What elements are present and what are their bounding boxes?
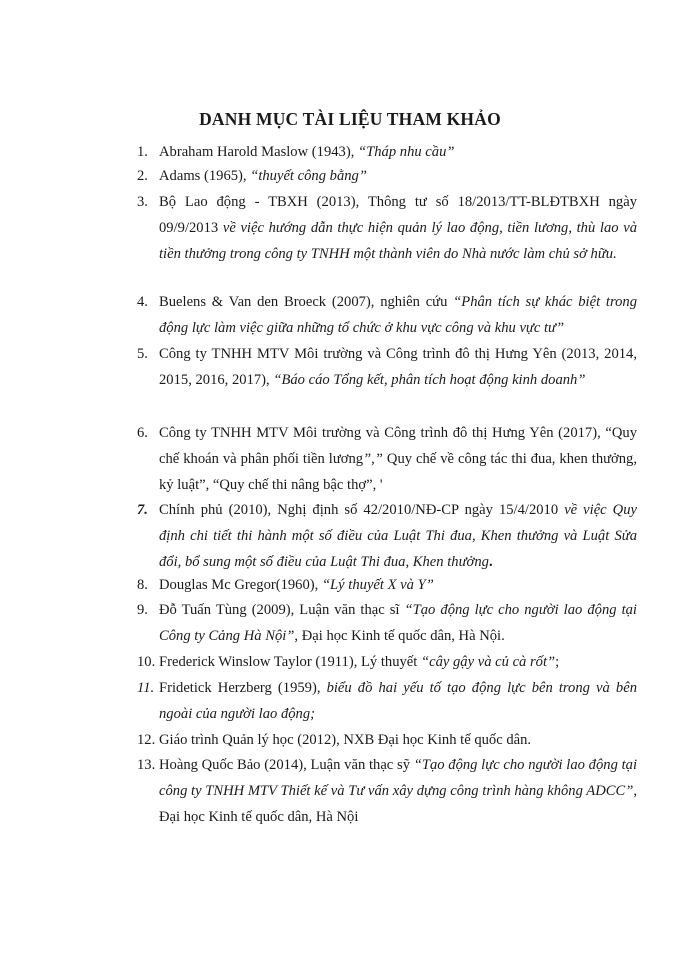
reference-number: 5. — [137, 346, 148, 362]
reference-number: 1. — [137, 144, 148, 160]
reference-text: Công ty TNHH MTV Môi trường và Công trình đô thị Hưng Yên (2017), “Quy chế khoán và phân phối tiền lương”,” Quy chế về công tác thi đua, khen thưởng, kỷ luật”, “Quy chế thi nâng bậc thợ”, ' — [159, 425, 637, 493]
reference-text: Abraham Harold Maslow (1943), “Tháp nhu cầu” — [159, 144, 455, 160]
reference-item-5 — [137, 341, 637, 393]
reference-number: 13. — [137, 757, 156, 773]
reference-item-1 — [137, 139, 637, 165]
reference-item-4 — [137, 289, 637, 341]
reference-item-8 — [137, 572, 637, 598]
reference-item-10 — [137, 649, 637, 675]
reference-item-12 — [137, 727, 637, 753]
reference-text: Hoàng Quốc Bảo (2014), Luận văn thạc sỹ “Tạo động lực cho người lao động tại công ty TNHH MTV Thiết kế và Tư vấn xây dựng công trình hàng không ADCC”, Đại học Kinh tế quốc dân, Hà Nội — [159, 757, 637, 825]
reference-text: Adams (1965), “thuyết công bằng” — [159, 168, 367, 184]
reference-number: 6. — [137, 425, 148, 441]
reference-item-6 — [137, 420, 637, 498]
reference-text: Công ty TNHH MTV Môi trường và Công trình đô thị Hưng Yên (2013, 2014, 2015, 2016, 2017), “Báo cáo Tổng kết, phân tích hoạt động kinh doanh” — [159, 346, 637, 388]
reference-item-2 — [137, 163, 637, 189]
reference-number: 9. — [137, 602, 148, 618]
reference-item-9 — [137, 597, 637, 649]
reference-number: 4. — [137, 294, 148, 310]
reference-text: Douglas Mc Gregor(1960), “Lý thuyết X và Y” — [159, 577, 434, 593]
reference-item-13 — [137, 752, 637, 830]
reference-text: Chính phủ (2010), Nghị định số 42/2010/NĐ-CP ngày 15/4/2010 về việc Quy định chi tiết thi hành một số điều của Luật Thi đua, Khen thưởng và Luật Sửa đổi, bổ sung một số điều của Luật Thi đua, Khen thưởng. — [159, 502, 637, 570]
reference-text: Frederick Winslow Taylor (1911), Lý thuyết “cây gậy và củ cà rốt”; — [159, 654, 560, 670]
reference-item-11 — [137, 675, 637, 727]
reference-number: 10. — [137, 654, 156, 670]
page-title: DANH MỤC TÀI LIỆU THAM KHẢO — [199, 109, 501, 129]
reference-item-3 — [137, 189, 637, 267]
reference-text: Giáo trình Quản lý học (2012), NXB Đại học Kinh tế quốc dân. — [159, 732, 532, 748]
reference-number: 11. — [137, 680, 155, 696]
reference-item-7 — [137, 497, 637, 575]
reference-text: Đỗ Tuấn Tùng (2009), Luận văn thạc sĩ “Tạo động lực cho người lao động tại Công ty Cảng Hà Nội”, Đại học Kinh tế quốc dân, Hà Nội. — [159, 602, 637, 644]
reference-number: 2. — [137, 168, 148, 184]
reference-number: 8. — [137, 577, 148, 593]
reference-number: 3. — [137, 194, 148, 210]
reference-text: Bộ Lao động - TBXH (2013), Thông tư số 18/2013/TT-BLĐTBXH ngày 09/9/2013 về việc hướng dẫn thực hiện quản lý lao động, tiền lương, thù lao và tiền thưởng trong công ty TNHH một thành viên do Nhà nước làm chủ sở hữu. — [159, 194, 637, 262]
reference-text: Buelens & Van den Broeck (2007), nghiên cứu “Phân tích sự khác biệt trong động lực làm việc giữa những tổ chức ở khu vực công và khu vực tư” — [159, 294, 637, 336]
reference-number: 7. — [137, 502, 148, 518]
reference-number: 12. — [137, 732, 156, 748]
reference-text: Fridetick Herzberg (1959), biểu đồ hai yếu tố tạo động lực bên trong và bên ngoài của người lao động; — [159, 680, 637, 722]
